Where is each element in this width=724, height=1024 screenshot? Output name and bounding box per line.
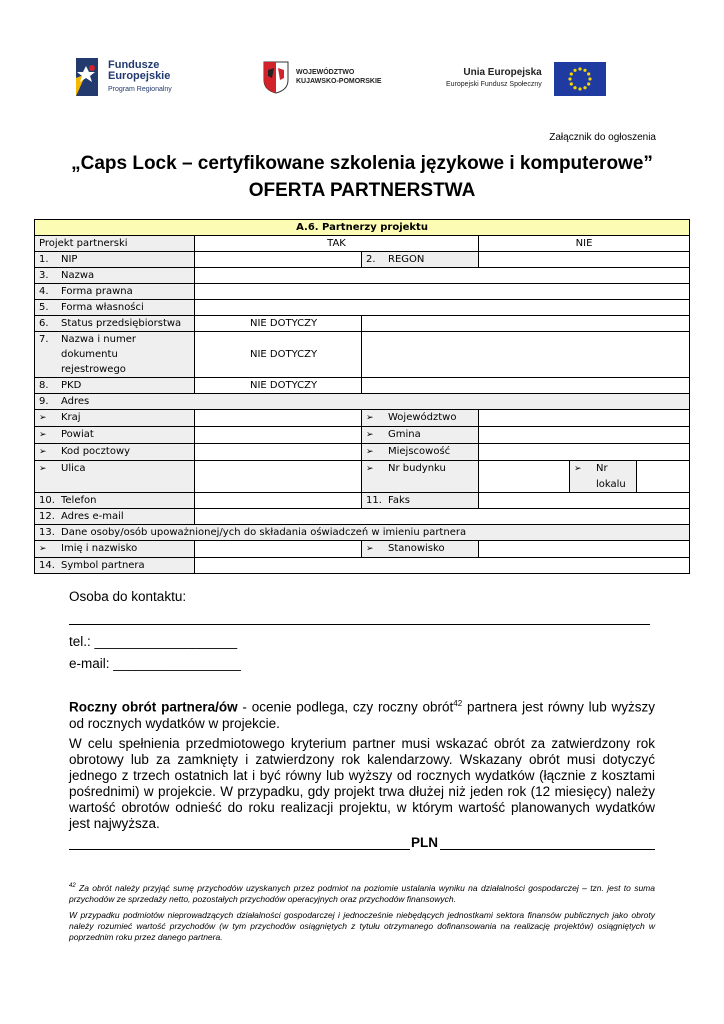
fundusze-europejskie-logo bbox=[72, 56, 172, 98]
enterprise-status-field[interactable] bbox=[362, 316, 690, 332]
nip-label: 1. NIP bbox=[35, 252, 195, 268]
phone-label: 10. Telefon bbox=[35, 493, 195, 509]
voivodeship-label: ➢ Województwo bbox=[362, 410, 479, 427]
table-row bbox=[35, 284, 690, 300]
fe-line2: Europejskie bbox=[108, 69, 171, 82]
postal-code-field[interactable] bbox=[195, 444, 362, 461]
phone-field[interactable] bbox=[195, 493, 362, 509]
section-title: A.6. Partnerzy projektu bbox=[35, 220, 690, 236]
woj-line1: WOJEWÓDZTWO bbox=[296, 69, 355, 76]
contact-label: Osoba do kontaktu: bbox=[69, 589, 187, 604]
attachment-label: Załącznik do ogłoszenia bbox=[549, 132, 656, 143]
enterprise-status-label: 6. Status przedsiębiorstwa bbox=[35, 316, 195, 332]
partner-symbol-field[interactable] bbox=[195, 558, 690, 574]
partner-symbol-label: 14. Symbol partnera bbox=[35, 558, 195, 574]
project-partner-label: Projekt partnerski bbox=[35, 236, 195, 252]
building-no-field[interactable] bbox=[479, 461, 570, 493]
wojewodztwo-logo bbox=[262, 60, 382, 94]
registration-doc-value: NIE DOTYCZY bbox=[195, 332, 362, 378]
name-field[interactable] bbox=[195, 268, 690, 284]
turnover-line-right[interactable] bbox=[440, 849, 655, 850]
contact-phone[interactable]: tel.: ___________________ bbox=[69, 634, 238, 649]
criterion-paragraph-2: W celu spełnienia przedmiotowego kryterium partner musi wskazać obrót za zatwierdzony rok obrotowy lub za zamknięty i zatwierdzony rok kalendarzowy. Wskazany obrót musi dotyczyć jednego z trzech ostatnich lat i być równy lub wyższy od rocznych wydatków (łącznie z kosztami pośrednimi) w projekcie. W przypadku, gdy projekt trwa dłużej niż jeden rok (12 miesięcy) należy wartość obrotów odnieść do roku realizacji projektu, w którym wartość planowanych wydatków jest najwyższa. bbox=[69, 736, 655, 831]
nip-field[interactable] bbox=[195, 252, 362, 268]
table-row bbox=[35, 268, 690, 284]
street-label: ➢ Ulica bbox=[35, 461, 195, 493]
voivodeship-field[interactable] bbox=[479, 410, 690, 427]
building-no-label: ➢ Nr budynku bbox=[362, 461, 479, 493]
table-row bbox=[35, 410, 690, 427]
street-field[interactable] bbox=[195, 461, 362, 493]
locality-label: ➢ Miejscowość bbox=[362, 444, 479, 461]
ue-line2: Europejski Fundusz Społeczny bbox=[446, 81, 542, 88]
legal-form-field[interactable] bbox=[195, 284, 690, 300]
table-row bbox=[35, 236, 690, 252]
arrow-icon: ➢ bbox=[366, 447, 374, 457]
table-row bbox=[35, 378, 690, 394]
footnote-1: $^{42}$ Za obrót należy przyjąć sumę przychodów uzyskanych przez podmiot na poziomie ustalania wyniku na działalności gospodarczej – tzn. jest to suma przychodów ze sprzedaży netto, pozostałych przychodów operacyjnych oraz przychodów finansowych. bbox=[69, 882, 655, 904]
fax-label: 11. Faks bbox=[362, 493, 479, 509]
table-row bbox=[35, 541, 690, 558]
regon-label: 2. REGON bbox=[362, 252, 479, 268]
criterion-title: Roczny obrót partnera/ów bbox=[69, 699, 238, 715]
registration-doc-field[interactable] bbox=[362, 332, 690, 378]
table-row bbox=[35, 461, 690, 493]
district-field[interactable] bbox=[195, 427, 362, 444]
ownership-form-field[interactable] bbox=[195, 300, 690, 316]
table-row bbox=[35, 509, 690, 525]
footnote-ref: 42 bbox=[453, 699, 463, 708]
email-field[interactable] bbox=[195, 509, 690, 525]
page-subtitle: OFERTA PARTNERSTWA bbox=[248, 180, 476, 201]
table-row bbox=[35, 252, 690, 268]
arrow-icon: ➢ bbox=[366, 544, 374, 554]
locality-field[interactable] bbox=[479, 444, 690, 461]
arrow-icon: ➢ bbox=[39, 413, 47, 423]
country-label: ➢ Kraj bbox=[35, 410, 195, 427]
registration-doc-label: 7. Nazwa i numer dokumentu rejestrowego bbox=[35, 332, 195, 378]
email-label: 12. Adres e-mail bbox=[35, 509, 195, 525]
position-field[interactable] bbox=[479, 541, 690, 558]
no-option[interactable]: NIE bbox=[479, 236, 690, 252]
arrow-icon: ➢ bbox=[574, 464, 582, 474]
postal-code-label: ➢ Kod pocztowy bbox=[35, 444, 195, 461]
full-name-field[interactable] bbox=[195, 541, 362, 558]
contact-email[interactable]: e-mail: _________________ bbox=[69, 656, 241, 671]
regon-field[interactable] bbox=[479, 252, 690, 268]
table-row bbox=[35, 394, 690, 410]
criterion-paragraph-1: Roczny obrót partnera/ów - ocenie podlega, czy roczny obrót$^{42}$ partnera jest równy lub wyższy od rocznych wydatków w projekcie. bbox=[69, 699, 655, 731]
arrow-icon: ➢ bbox=[39, 430, 47, 440]
contact-name-line[interactable] bbox=[69, 624, 650, 625]
table-row bbox=[35, 427, 690, 444]
arrow-icon: ➢ bbox=[39, 464, 47, 474]
district-label: ➢ Powiat bbox=[35, 427, 195, 444]
country-field[interactable] bbox=[195, 410, 362, 427]
fax-field[interactable] bbox=[479, 493, 690, 509]
commune-label: ➢ Gmina bbox=[362, 427, 479, 444]
coat-of-arms-icon bbox=[262, 60, 290, 94]
eu-flag-icon bbox=[554, 62, 606, 96]
authorized-persons-label: 13. Dane osoby/osób upoważnionej/ych do składania oświadczeń w imieniu partnera bbox=[35, 525, 690, 541]
table-row bbox=[35, 300, 690, 316]
table-row bbox=[35, 525, 690, 541]
table-header-row bbox=[35, 220, 690, 236]
legal-form-label: 4. Forma prawna bbox=[35, 284, 195, 300]
local-no-field[interactable] bbox=[637, 461, 690, 493]
fe-line1: Fundusze bbox=[108, 58, 160, 71]
ownership-form-label: 5. Forma własności bbox=[35, 300, 195, 316]
name-label: 3. Nazwa bbox=[35, 268, 195, 284]
table-row bbox=[35, 558, 690, 574]
ue-line1: Unia Europejska bbox=[463, 67, 542, 78]
pkd-value: NIE DOTYCZY bbox=[195, 378, 362, 394]
commune-field[interactable] bbox=[479, 427, 690, 444]
full-name-label: ➢ Imię i nazwisko bbox=[35, 541, 195, 558]
pln-label: PLN bbox=[411, 835, 438, 850]
table-row bbox=[35, 332, 690, 378]
fe-line3: Program Regionalny bbox=[108, 85, 172, 93]
fundusze-europejskie-icon bbox=[72, 56, 102, 98]
yes-option[interactable]: TAK bbox=[195, 236, 479, 252]
arrow-icon: ➢ bbox=[366, 464, 374, 474]
arrow-icon: ➢ bbox=[366, 430, 374, 440]
local-no-label: ➢ Nr lokalu bbox=[570, 461, 637, 493]
address-label: 9. Adres bbox=[35, 394, 690, 410]
table-row bbox=[35, 493, 690, 509]
arrow-icon: ➢ bbox=[39, 447, 47, 457]
logo-bar bbox=[0, 52, 724, 102]
table-row bbox=[35, 316, 690, 332]
enterprise-status-value: NIE DOTYCZY bbox=[195, 316, 362, 332]
pkd-label: 8. PKD bbox=[35, 378, 195, 394]
woj-line2: KUJAWSKO-POMORSKIE bbox=[296, 78, 382, 85]
page-title: „Caps Lock – certyfikowane szkolenia językowe i komputerowe” bbox=[71, 153, 653, 174]
position-label: ➢ Stanowisko bbox=[362, 541, 479, 558]
pkd-field[interactable] bbox=[362, 378, 690, 394]
turnover-line-left[interactable] bbox=[69, 849, 410, 850]
arrow-icon: ➢ bbox=[366, 413, 374, 423]
table-row bbox=[35, 444, 690, 461]
footnote-2: W przypadku podmiotów nieprowadzących działalności gospodarczej i jednocześnie niebędących jednostkami sektora finansów publicznych jako obroty należy rozumieć wartość przychodów (w tym przychodów osiągniętych z tytułu otrzymanego dofinansowania na realizację projektów) osiągniętych w poprzednim roku przez danego partnera. bbox=[69, 910, 655, 942]
unia-europejska-logo bbox=[446, 62, 606, 96]
arrow-icon: ➢ bbox=[39, 544, 47, 554]
partner-form-table bbox=[34, 219, 690, 574]
